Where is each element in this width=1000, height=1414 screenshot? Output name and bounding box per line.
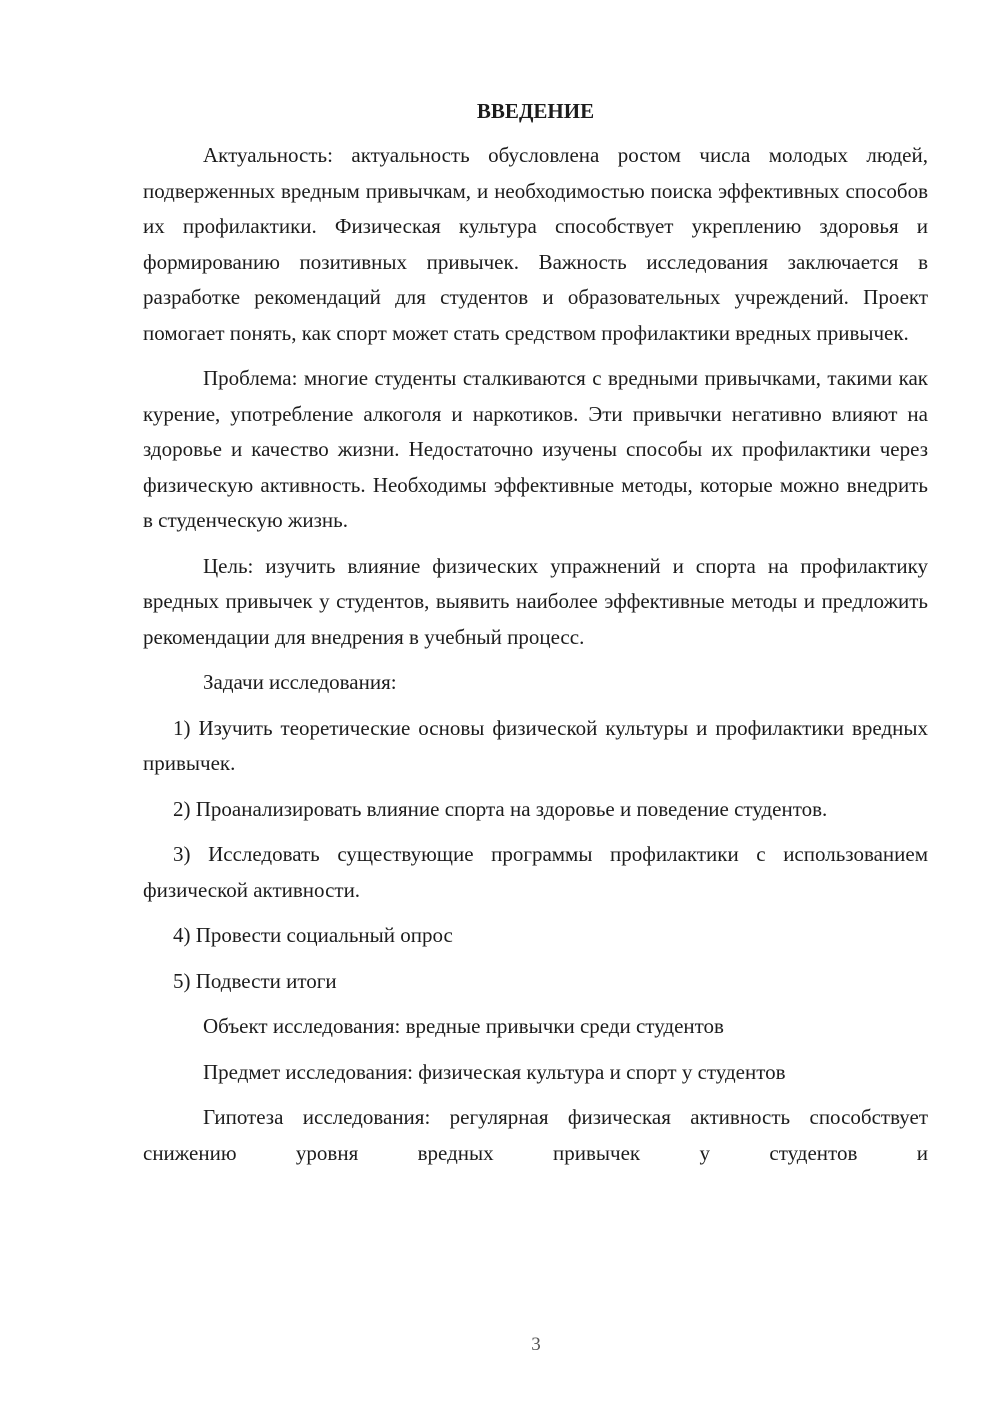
problem-paragraph: Проблема: многие студенты сталкиваются с вредными привычками, такими как курение, употребление алкоголя и наркотиков. Эти привычки негативно влияют на здоровье и качество жизни. Недостаточно изучены способы их профилактики через физическую активность. Необходимы эффективные методы, которые можно внедрить в студенческую жизнь. (143, 366, 928, 532)
page-number: 3 (531, 1334, 541, 1355)
goal-paragraph: Цель: изучить влияние физических упражнений и спорта на профилактику вредных привычек у студентов, выявить наиболее эффективные методы и предложить рекомендации для внедрения в учебный процесс. (143, 553, 928, 649)
research-object-paragraph: Объект исследования: вредные привычки среди студентов (203, 1014, 724, 1038)
tasks-heading: Задачи исследования: (203, 670, 397, 694)
relevance-paragraph: Актуальность: актуальность обусловлена ростом числа молодых людей, подверженных вредным привычкам, и необходимостью поиска эффективных способов их профилактики. Физическая культура способствует укреплению здоровья и формированию позитивных привычек. Важность исследования заключается в разработке рекомендаций для студентов и образовательных учреждений. Проект помогает понять, как спорт может стать средством профилактики вредных привычек. (143, 143, 928, 345)
task-item-2: 2) Проанализировать влияние спорта на здоровье и поведение студентов. (173, 796, 828, 821)
task-item-4: 4) Провести социальный опрос (173, 923, 453, 947)
task-item-5: 5) Подвести итоги (173, 968, 337, 993)
research-subject-paragraph: Предмет исследования: физическая культура и спорт у студентов (203, 1059, 786, 1084)
hypothesis-paragraph: Гипотеза исследования: регулярная физическая активность способствует снижению уровня вредных привычек у студентов и (143, 1105, 928, 1165)
task-item-1: 1) Изучить теоретические основы физической культуры и профилактики вредных привычек. (143, 715, 928, 775)
task-item-3: 3) Исследовать существующие программы профилактики с использованием физической активности. (143, 842, 928, 902)
document-page (143, 96, 928, 1171)
page-title: ВВЕДЕНИЕ (476, 99, 595, 123)
